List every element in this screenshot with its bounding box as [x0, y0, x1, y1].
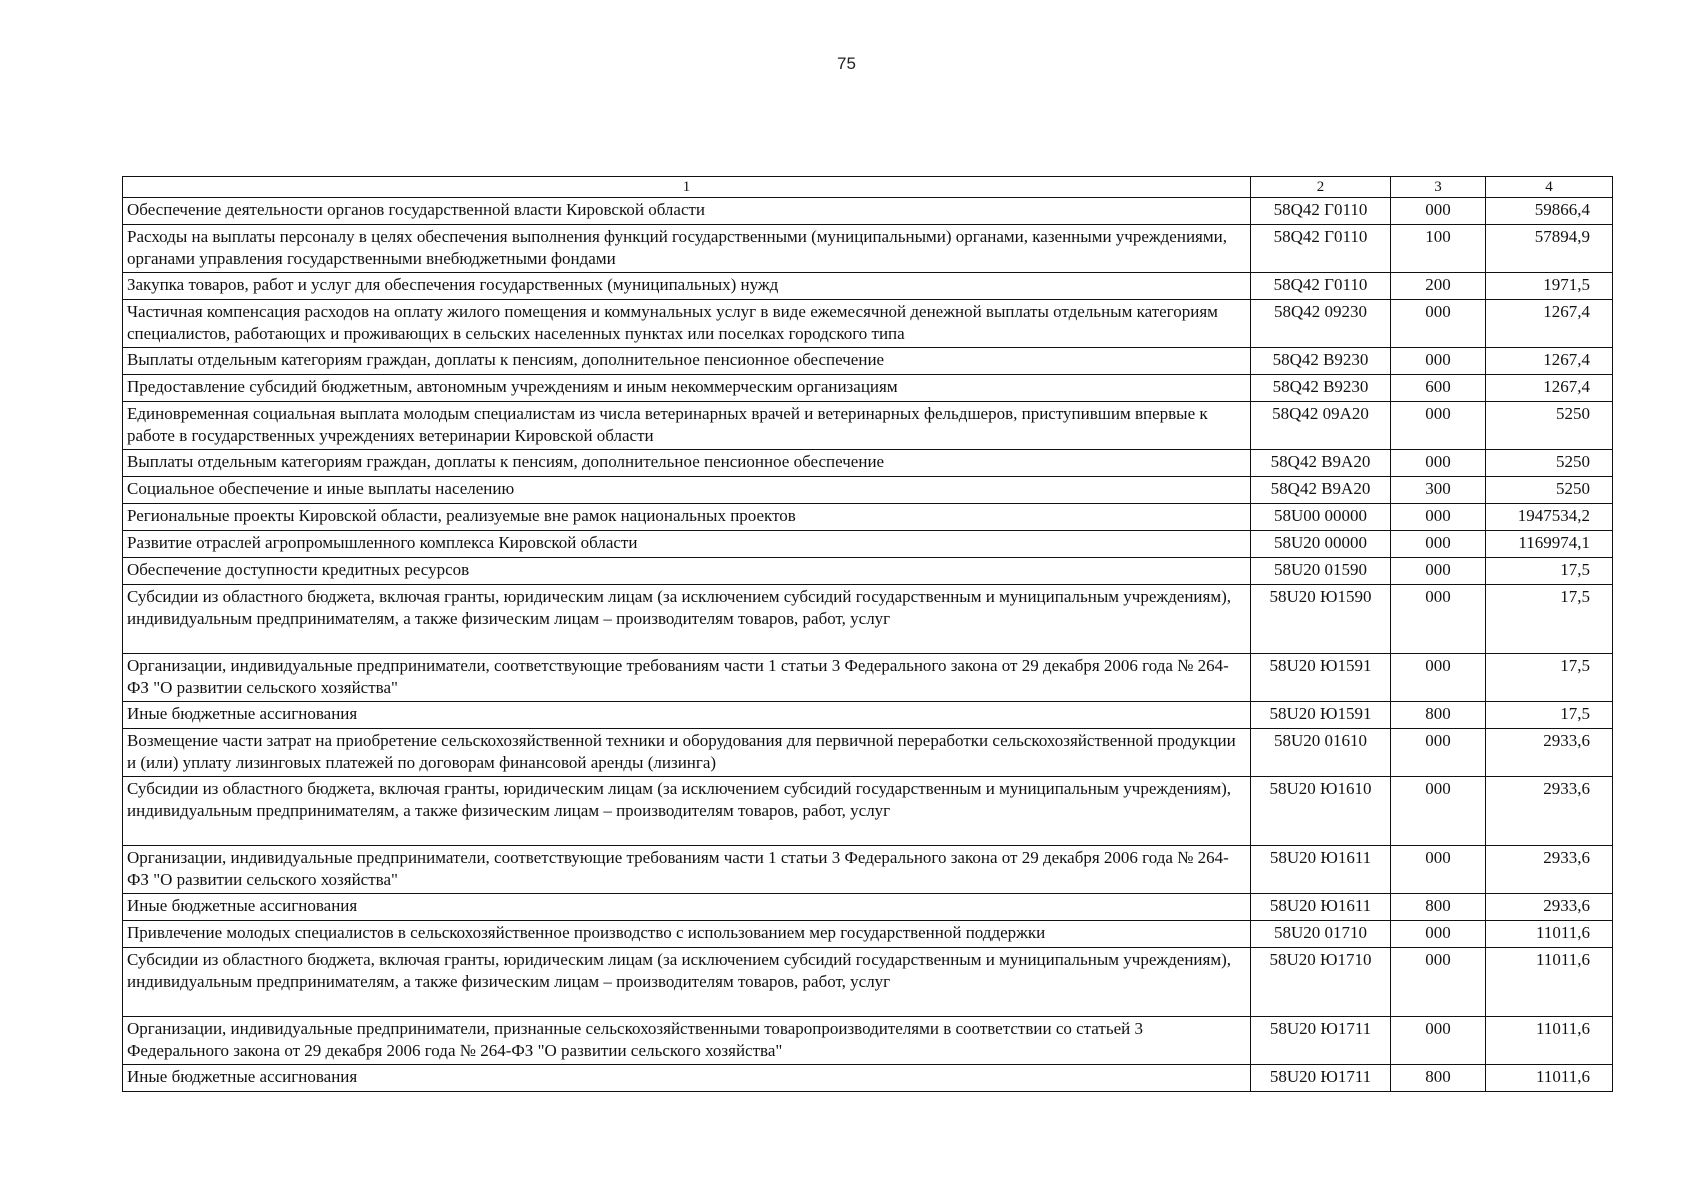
row-type-cell: 000: [1391, 450, 1486, 477]
row-name-cell: Частичная компенсация расходов на оплату жилого помещения и коммунальных услуг в виде ежемесячной денежной выплаты отдельным категориям специалистов, работающих и проживающих в сельских населенных пунктах или поселках городского типа: [123, 300, 1251, 348]
row-type-cell: 000: [1391, 729, 1486, 777]
table-row: [123, 198, 1613, 225]
row-type-cell: 200: [1391, 273, 1486, 300]
row-name-cell: Выплаты отдельным категориям граждан, доплаты к пенсиям, дополнительное пенсионное обеспечение: [123, 450, 1251, 477]
row-amount-cell: 17,5: [1486, 702, 1613, 729]
row-code-cell: 58Q42 B9A20: [1251, 477, 1391, 504]
table-row: [123, 894, 1613, 921]
row-amount-cell: 1267,4: [1486, 348, 1613, 375]
row-type-cell: 000: [1391, 300, 1486, 348]
row-type-cell: 000: [1391, 585, 1486, 654]
table-row: [123, 1017, 1613, 1065]
table-row: [123, 348, 1613, 375]
table-row: [123, 846, 1613, 894]
row-amount-cell: 5250: [1486, 450, 1613, 477]
table-body: [123, 198, 1613, 1092]
table-row: [123, 585, 1613, 654]
row-type-cell: 800: [1391, 894, 1486, 921]
row-code-cell: 58U20 Ю1610: [1251, 777, 1391, 846]
budget-table: [122, 176, 1613, 1092]
table-row: [123, 921, 1613, 948]
row-type-cell: 000: [1391, 504, 1486, 531]
table-row: [123, 654, 1613, 702]
header-col-1: 1: [123, 177, 1251, 198]
table-row: [123, 702, 1613, 729]
row-name-cell: Выплаты отдельным категориям граждан, доплаты к пенсиям, дополнительное пенсионное обеспечение: [123, 348, 1251, 375]
table-row: [123, 558, 1613, 585]
row-name-cell: Социальное обеспечение и иные выплаты населению: [123, 477, 1251, 504]
row-amount-cell: 17,5: [1486, 654, 1613, 702]
row-type-cell: 000: [1391, 198, 1486, 225]
table-row: [123, 450, 1613, 477]
row-name-cell: Обеспечение деятельности органов государственной власти Кировской области: [123, 198, 1251, 225]
table-row: [123, 531, 1613, 558]
row-amount-cell: 5250: [1486, 477, 1613, 504]
row-name-cell: Субсидии из областного бюджета, включая гранты, юридическим лицам (за исключением субсидий государственным и муниципальным учреждениям), индивидуальным предпринимателям, а также физическим лицам – производителям товаров, работ, услуг: [123, 777, 1251, 846]
row-code-cell: 58Q42 Г0110: [1251, 273, 1391, 300]
row-type-cell: 000: [1391, 948, 1486, 1017]
row-type-cell: 000: [1391, 531, 1486, 558]
row-code-cell: 58U20 Ю1711: [1251, 1017, 1391, 1065]
row-code-cell: 58Q42 09A20: [1251, 402, 1391, 450]
table-row: [123, 777, 1613, 846]
row-amount-cell: 11011,6: [1486, 948, 1613, 1017]
row-type-cell: 000: [1391, 558, 1486, 585]
row-name-cell: Иные бюджетные ассигнования: [123, 1065, 1251, 1092]
row-name-cell: Закупка товаров, работ и услуг для обеспечения государственных (муниципальных) нужд: [123, 273, 1251, 300]
row-code-cell: 58Q42 B9A20: [1251, 450, 1391, 477]
row-amount-cell: 2933,6: [1486, 729, 1613, 777]
row-type-cell: 000: [1391, 777, 1486, 846]
row-code-cell: 58Q42 Г0110: [1251, 198, 1391, 225]
row-amount-cell: 2933,6: [1486, 846, 1613, 894]
row-name-cell: Расходы на выплаты персоналу в целях обеспечения выполнения функций государственными (муниципальными) органами, казенными учреждениями, органами управления государственными внебюджетными фондами: [123, 225, 1251, 273]
row-amount-cell: 5250: [1486, 402, 1613, 450]
row-type-cell: 600: [1391, 375, 1486, 402]
row-code-cell: 58Q42 Г0110: [1251, 225, 1391, 273]
row-amount-cell: 17,5: [1486, 585, 1613, 654]
row-name-cell: Развитие отраслей агропромышленного комплекса Кировской области: [123, 531, 1251, 558]
table-row: [123, 948, 1613, 1017]
table-row: [123, 729, 1613, 777]
row-code-cell: 58Q42 B9230: [1251, 375, 1391, 402]
row-code-cell: 58U20 Ю1710: [1251, 948, 1391, 1017]
table-row: [123, 1065, 1613, 1092]
table-row: [123, 504, 1613, 531]
row-amount-cell: 11011,6: [1486, 921, 1613, 948]
row-name-cell: Единовременная социальная выплата молодым специалистам из числа ветеринарных врачей и ветеринарных фельдшеров, приступившим впервые к работе в государственных учреждениях ветеринарии Кировской области: [123, 402, 1251, 450]
row-code-cell: 58U20 Ю1591: [1251, 654, 1391, 702]
row-code-cell: 58U20 01610: [1251, 729, 1391, 777]
table-row: [123, 375, 1613, 402]
row-name-cell: Привлечение молодых специалистов в сельскохозяйственное производство с использованием мер государственной поддержки: [123, 921, 1251, 948]
table-row: [123, 273, 1613, 300]
row-code-cell: 58U20 Ю1591: [1251, 702, 1391, 729]
row-name-cell: Региональные проекты Кировской области, реализуемые вне рамок национальных проектов: [123, 504, 1251, 531]
table-row: [123, 402, 1613, 450]
row-amount-cell: 1169974,1: [1486, 531, 1613, 558]
row-name-cell: Иные бюджетные ассигнования: [123, 702, 1251, 729]
row-code-cell: 58Q42 B9230: [1251, 348, 1391, 375]
row-code-cell: 58U00 00000: [1251, 504, 1391, 531]
row-name-cell: Организации, индивидуальные предприниматели, признанные сельскохозяйственными товаропроизводителями в соответствии со статьей 3 Федерального закона от 29 декабря 2006 года № 264-ФЗ "О развитии сельского хозяйства": [123, 1017, 1251, 1065]
row-type-cell: 000: [1391, 348, 1486, 375]
row-amount-cell: 59866,4: [1486, 198, 1613, 225]
row-name-cell: Организации, индивидуальные предприниматели, соответствующие требованиям части 1 статьи 3 Федерального закона от 29 декабря 2006 года № 264-ФЗ "О развитии сельского хозяйства": [123, 654, 1251, 702]
row-amount-cell: 11011,6: [1486, 1065, 1613, 1092]
table-row: [123, 300, 1613, 348]
row-name-cell: Организации, индивидуальные предприниматели, соответствующие требованиям части 1 статьи 3 Федерального закона от 29 декабря 2006 года № 264-ФЗ "О развитии сельского хозяйства": [123, 846, 1251, 894]
header-col-3: 3: [1391, 177, 1486, 198]
row-amount-cell: 2933,6: [1486, 777, 1613, 846]
row-code-cell: 58Q42 09230: [1251, 300, 1391, 348]
row-code-cell: 58U20 00000: [1251, 531, 1391, 558]
row-amount-cell: 1267,4: [1486, 300, 1613, 348]
row-code-cell: 58U20 01710: [1251, 921, 1391, 948]
header-col-4: 4: [1486, 177, 1613, 198]
row-code-cell: 58U20 Ю1611: [1251, 846, 1391, 894]
row-type-cell: 300: [1391, 477, 1486, 504]
header-row: [123, 177, 1613, 198]
row-code-cell: 58U20 Ю1590: [1251, 585, 1391, 654]
row-name-cell: Возмещение части затрат на приобретение сельскохозяйственной техники и оборудования для первичной переработки сельскохозяйственной продукции и (или) уплату лизинговых платежей по договорам финансовой аренды (лизинга): [123, 729, 1251, 777]
row-code-cell: 58U20 Ю1711: [1251, 1065, 1391, 1092]
row-type-cell: 000: [1391, 402, 1486, 450]
row-amount-cell: 1947534,2: [1486, 504, 1613, 531]
row-type-cell: 000: [1391, 1017, 1486, 1065]
row-type-cell: 000: [1391, 846, 1486, 894]
row-amount-cell: 1971,5: [1486, 273, 1613, 300]
row-amount-cell: 1267,4: [1486, 375, 1613, 402]
row-type-cell: 000: [1391, 921, 1486, 948]
table-row: [123, 477, 1613, 504]
row-amount-cell: 57894,9: [1486, 225, 1613, 273]
row-type-cell: 000: [1391, 654, 1486, 702]
page-number: 75: [837, 54, 856, 73]
row-name-cell: Субсидии из областного бюджета, включая гранты, юридическим лицам (за исключением субсидий государственным и муниципальным учреждениям), индивидуальным предпринимателям, а также физическим лицам – производителям товаров, работ, услуг: [123, 585, 1251, 654]
header-col-2: 2: [1251, 177, 1391, 198]
row-type-cell: 800: [1391, 702, 1486, 729]
row-amount-cell: 17,5: [1486, 558, 1613, 585]
row-name-cell: Предоставление субсидий бюджетным, автономным учреждениям и иным некоммерческим организациям: [123, 375, 1251, 402]
row-name-cell: Субсидии из областного бюджета, включая гранты, юридическим лицам (за исключением субсидий государственным и муниципальным учреждениям), индивидуальным предпринимателям, а также физическим лицам – производителям товаров, работ, услуг: [123, 948, 1251, 1017]
row-amount-cell: 2933,6: [1486, 894, 1613, 921]
row-type-cell: 100: [1391, 225, 1486, 273]
row-type-cell: 800: [1391, 1065, 1486, 1092]
row-name-cell: Обеспечение доступности кредитных ресурсов: [123, 558, 1251, 585]
table-row: [123, 225, 1613, 273]
row-name-cell: Иные бюджетные ассигнования: [123, 894, 1251, 921]
row-code-cell: 58U20 01590: [1251, 558, 1391, 585]
row-amount-cell: 11011,6: [1486, 1017, 1613, 1065]
row-code-cell: 58U20 Ю1611: [1251, 894, 1391, 921]
